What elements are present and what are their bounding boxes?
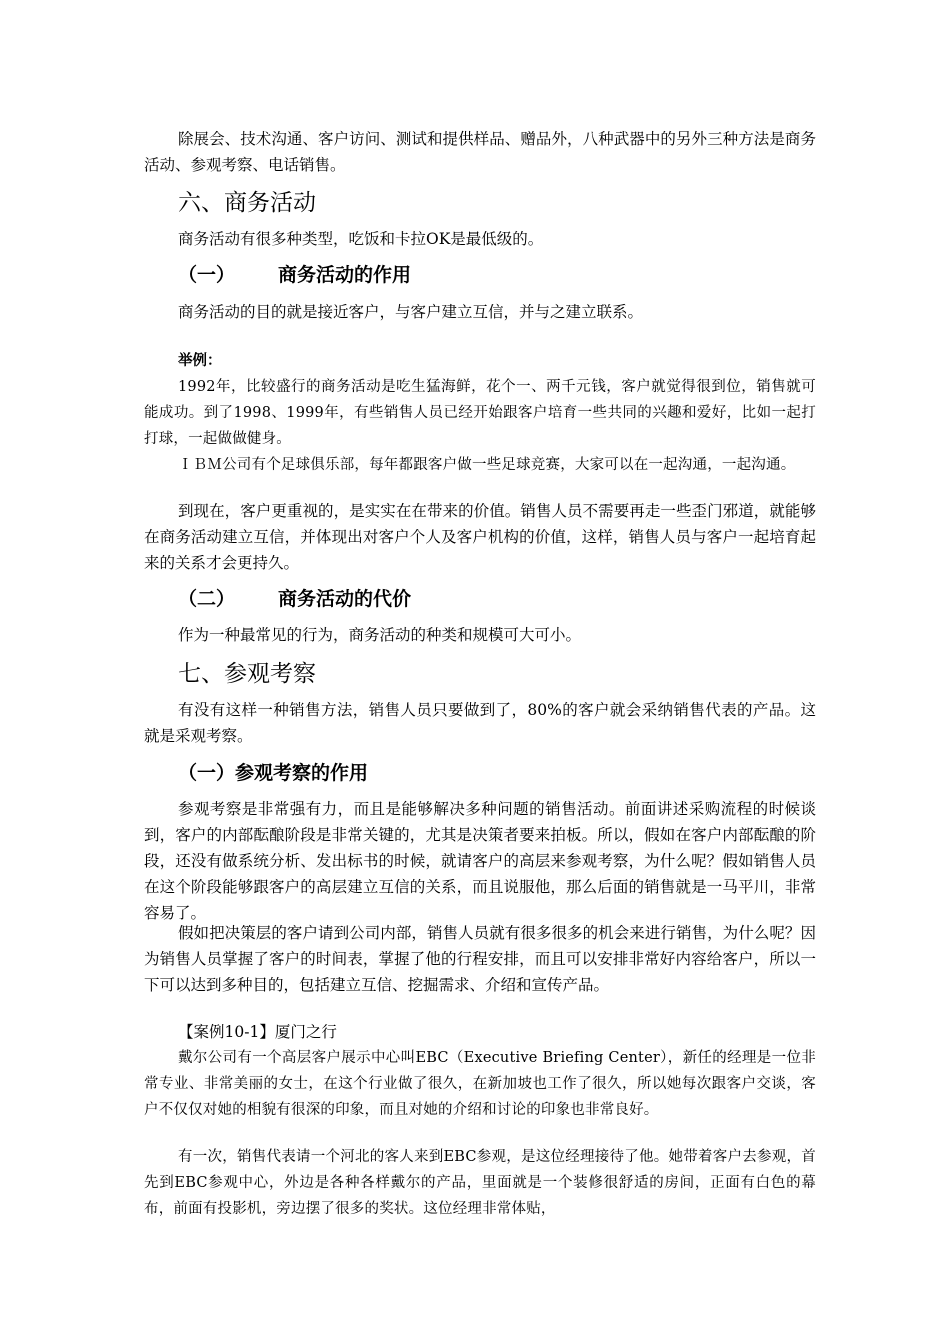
section-6-lead: 商务活动有很多种类型，吃饭和卡拉OK是最低级的。 bbox=[178, 230, 544, 248]
section-6-sub2-number: （二） bbox=[178, 588, 236, 610]
section-7-heading: 七、参观考察 bbox=[178, 661, 316, 687]
section-7-sub1-heading: （一）参观考察的作用 bbox=[178, 762, 369, 784]
section-6-sub2-heading bbox=[178, 585, 850, 613]
section-7-sub1-paragraph-1: 参观考察是非常强有力，而且是能够解决多种问题的销售活动。前面讲述采购流程的时候谈到，客户的内部酝酿阶段是非常关键的，尤其是决策者要来拍板。所以，假如在客户内部酝酿的阶段，还没有做系统分析、发出标书的时候，就请客户的高层来参观考察，为什么呢？假如销售人员在这个阶段能够跟客户的高层建立互信的关系，而且说服他，那么后面的销售就是一马平川，非常容易了。 bbox=[144, 800, 816, 922]
case-paragraph-2: 有一次，销售代表请一个河北的客人来到EBC参观，是这位经理接待了他。她带着客户去参观，首先到EBC参观中心，外边是各种各样戴尔的产品，里面就是一个装修很舒适的房间，正面有白色的幕布，前面有投影机，旁边摆了很多的奖状。这位经理非常体贴， bbox=[144, 1149, 816, 1217]
case-paragraph-1: 戴尔公司有一个高层客户展示中心叫EBC（Executive Briefing Center），新任的经理是一位非常专业、非常美丽的女士，在这个行业做了很久，在新加坡也工作了很久，所以她每次跟客户交谈，客户不仅仅对她的相貌有很深的印象，而且对她的介绍和讨论的印象也非常良好。 bbox=[144, 1050, 816, 1118]
section-6-sub2-title: 商务活动的代价 bbox=[278, 588, 412, 610]
example-paragraph-1: 1992年，比较盛行的商务活动是吃生猛海鲜，花个一、两千元钱，客户就觉得很到位，销售就可能成功。到了1998、1999年，有些销售人员已经开始跟客户培育一些共同的兴趣和爱好，比如一起打打球，一起做做健身。 bbox=[144, 379, 816, 447]
example-paragraph-3: 到现在，客户更重视的，是实实在在带来的价值。销售人员不需要再走一些歪门邪道，就能够在商务活动建立互信，并体现出对客户个人及客户机构的价值，这样，销售人员与客户一起培育起来的关系才会更持久。 bbox=[144, 502, 816, 572]
section-6-sub1-title: 商务活动的作用 bbox=[278, 264, 412, 286]
section-6-sub1-paragraph: 商务活动的目的就是接近客户，与客户建立互信，并与之建立联系。 bbox=[178, 303, 644, 321]
section-6-sub2-paragraph: 作为一种最常见的行为，商务活动的种类和规模可大可小。 bbox=[178, 626, 582, 644]
section-6-sub1-heading bbox=[178, 261, 850, 289]
section-6-heading: 六、商务活动 bbox=[178, 190, 316, 216]
section-6-sub1-number: （一） bbox=[178, 264, 236, 286]
section-7-sub1-paragraph-2: 假如把决策层的客户请到公司内部，销售人员就有很多很多的机会来进行销售，为什么呢？因为销售人员掌握了客户的时间表，掌握了他的行程安排，而且可以安排非常好内容给客户，所以一下可以达到多种目的，包括建立互信、挖掘需求、介绍和宣传产品。 bbox=[144, 924, 816, 994]
case-label: 【案例10-1】厦门之行 bbox=[178, 1023, 337, 1041]
example-paragraph-2: ＩＢＭ公司有个足球俱乐部，每年都跟客户做一些足球竞赛，大家可以在一起沟通，一起沟通。 bbox=[178, 457, 796, 473]
example-label: 举例： bbox=[178, 352, 222, 369]
intro-paragraph: 除展会、技术沟通、客户访问、测试和提供样品、赠品外，八种武器中的另外三种方法是商务活动、参观考察、电话销售。 bbox=[144, 130, 816, 174]
section-7-lead: 有没有这样一种销售方法，销售人员只要做到了，80%的客户就会采纳销售代表的产品。这就是采观考察。 bbox=[144, 701, 816, 745]
